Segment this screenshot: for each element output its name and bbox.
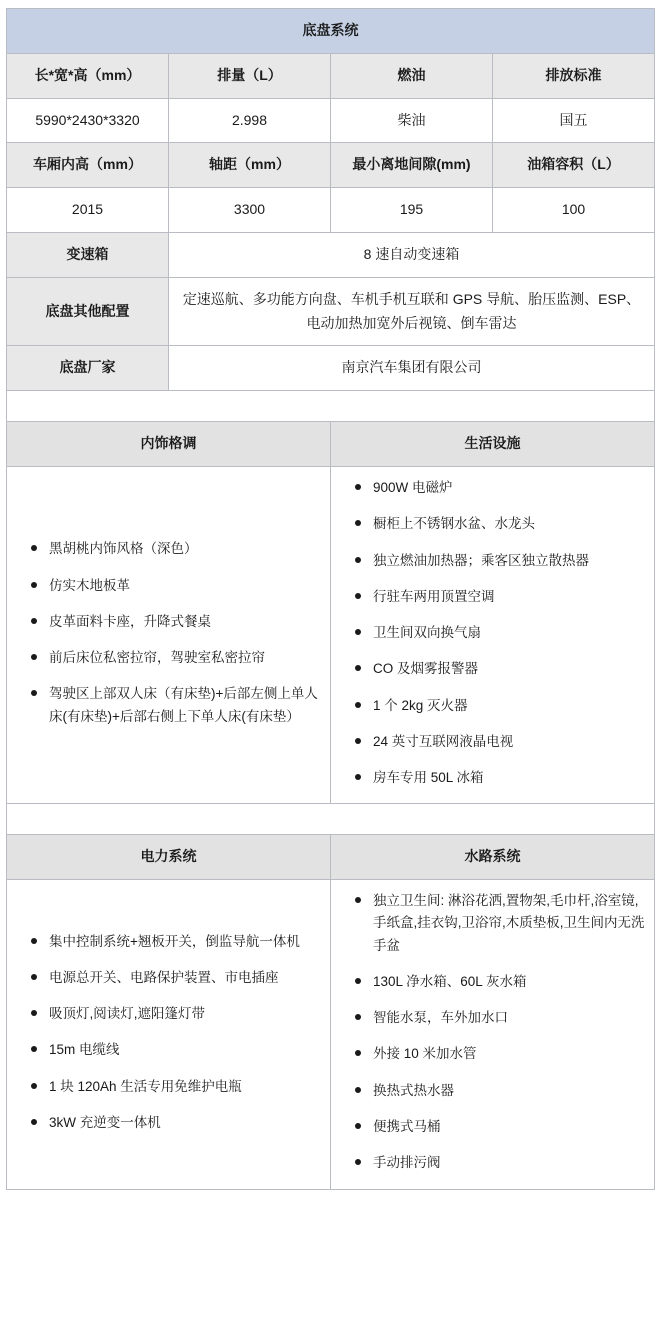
table-row xyxy=(7,143,655,188)
table-row xyxy=(7,422,655,467)
value-displacement: 2.998 xyxy=(169,98,331,143)
water-feature-list xyxy=(337,890,648,1174)
list-item: CO 及烟雾报警器 xyxy=(355,658,648,680)
list-item: 行驻车两用顶置空调 xyxy=(355,586,648,608)
value-wheelbase: 3300 xyxy=(169,188,331,233)
header-dimensions: 长*宽*高（mm） xyxy=(7,53,169,98)
list-item: 外接 10 米加水管 xyxy=(355,1043,648,1065)
other-config-line-1: 定速巡航、多功能方向盘、车机手机互联和 GPS 导航、胎压监测、ESP、 xyxy=(182,290,641,307)
list-item: 吸顶灯,阅读灯,遮阳篷灯带 xyxy=(31,1003,324,1025)
section-title-interior: 内饰格调 xyxy=(7,422,331,467)
electric-feature-list xyxy=(13,931,324,1135)
list-item: 橱柜上不锈钢水盆、水龙头 xyxy=(355,513,648,535)
section-list-water xyxy=(331,880,655,1189)
value-fuel-tank: 100 xyxy=(493,188,655,233)
spacer-row xyxy=(7,804,655,835)
list-item: 皮革面料卡座，升降式餐桌 xyxy=(31,611,324,633)
list-item: 900W 电磁炉 xyxy=(355,477,648,499)
list-item: 24 英寸互联网液晶电视 xyxy=(355,731,648,753)
list-item: 黑胡桃内饰风格（深色） xyxy=(31,538,324,560)
list-item: 电源总开关、电路保护装置、市电插座 xyxy=(31,967,324,989)
section-list-electric xyxy=(7,880,331,1189)
value-chassis-maker: 南京汽车集团有限公司 xyxy=(169,346,655,391)
spacer-row xyxy=(7,391,655,422)
value-dimensions: 5990*2430*3320 xyxy=(7,98,169,143)
table-title-row xyxy=(7,9,655,54)
value-emission: 国五 xyxy=(493,98,655,143)
table-row xyxy=(7,98,655,143)
value-ground-clearance: 195 xyxy=(331,188,493,233)
list-item: 前后床位私密拉帘，驾驶室私密拉帘 xyxy=(31,647,324,669)
list-item: 1 块 120Ah 生活专用免维护电瓶 xyxy=(31,1076,324,1098)
section-title-electric: 电力系统 xyxy=(7,835,331,880)
list-item: 便携式马桶 xyxy=(355,1116,648,1138)
list-item: 卫生间双向换气扇 xyxy=(355,622,648,644)
header-fuel-tank: 油箱容积（L） xyxy=(493,143,655,188)
value-other-config xyxy=(169,277,655,346)
value-cabin-height: 2015 xyxy=(7,188,169,233)
list-item: 智能水泵，车外加水口 xyxy=(355,1007,648,1029)
table-row xyxy=(7,232,655,277)
list-item: 独立卫生间: 淋浴花洒,置物架,毛巾杆,浴室镜,手纸盒,挂衣钩,卫浴帘,木质垫板,卫生间内无洗手盆 xyxy=(355,890,648,957)
table-row xyxy=(7,346,655,391)
list-item: 集中控制系统+翘板开关，倒监导航一体机 xyxy=(31,931,324,953)
section-list-interior xyxy=(7,466,331,803)
table-row xyxy=(7,53,655,98)
section-title-water: 水路系统 xyxy=(331,835,655,880)
label-chassis-maker: 底盘厂家 xyxy=(7,346,169,391)
list-item: 15m 电缆线 xyxy=(31,1039,324,1061)
spec-table xyxy=(6,8,655,1190)
list-item: 1 个 2kg 灭火器 xyxy=(355,695,648,717)
table-row xyxy=(7,466,655,803)
table-row xyxy=(7,188,655,233)
table-row xyxy=(7,880,655,1189)
page-title: 底盘系统 xyxy=(7,9,655,54)
section-list-living xyxy=(331,466,655,803)
list-item: 手动排污阀 xyxy=(355,1152,648,1174)
other-config-line-2: 电动加热加宽外后视镜、倒车雷达 xyxy=(306,314,517,331)
value-gearbox: 8 速自动变速箱 xyxy=(169,232,655,277)
list-item: 换热式热水器 xyxy=(355,1080,648,1102)
header-displacement: 排量（L） xyxy=(169,53,331,98)
section-title-living: 生活设施 xyxy=(331,422,655,467)
table-row xyxy=(7,277,655,346)
living-feature-list xyxy=(337,477,648,789)
interior-feature-list xyxy=(13,538,324,728)
list-item: 驾驶区上部双人床（有床垫)+后部左侧上单人床(有床垫)+后部右侧上下单人床(有床垫） xyxy=(31,683,324,728)
table-row xyxy=(7,835,655,880)
label-gearbox: 变速箱 xyxy=(7,232,169,277)
value-fuel: 柴油 xyxy=(331,98,493,143)
list-item: 房车专用 50L 冰箱 xyxy=(355,767,648,789)
header-cabin-height: 车厢内高（mm） xyxy=(7,143,169,188)
list-item: 仿实木地板革 xyxy=(31,575,324,597)
header-ground-clearance: 最小离地间隙(mm) xyxy=(331,143,493,188)
label-other-config: 底盘其他配置 xyxy=(7,277,169,346)
header-fuel: 燃油 xyxy=(331,53,493,98)
header-emission: 排放标准 xyxy=(493,53,655,98)
list-item: 3kW 充逆变一体机 xyxy=(31,1112,324,1134)
list-item: 独立燃油加热器；乘客区独立散热器 xyxy=(355,550,648,572)
header-wheelbase: 轴距（mm） xyxy=(169,143,331,188)
list-item: 130L 净水箱、60L 灰水箱 xyxy=(355,971,648,993)
